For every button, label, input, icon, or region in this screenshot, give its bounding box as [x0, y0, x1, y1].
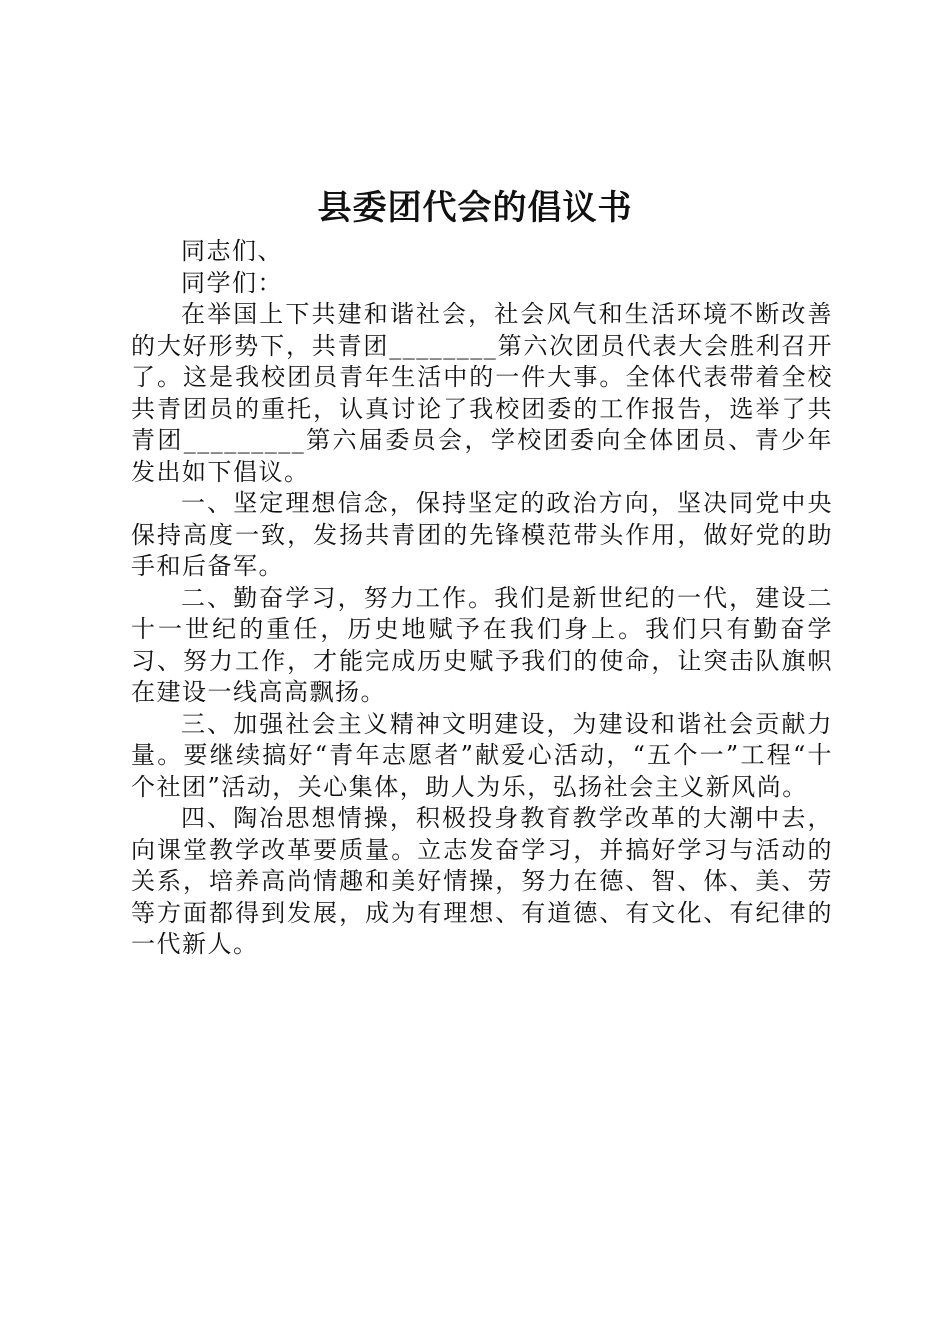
- salutation-students: 同学们：: [181, 268, 283, 297]
- paragraph-intro: 在举国上下共建和谐社会，社会风气和生活环境不断改善的大好形势下，共青团________第六次团员代表大会胜利召开了。这是我校团员青年生活中的一件大事。全体代表带着全校共青团员的重托，认真讨论了我校团委的工作报告，选举了共青团_________第六届委员会，学校团委向全体团员、青少年发出如下倡议。: [131, 300, 833, 486]
- paragraph-proposal-4: 四、陶冶思想情操，积极投身教育教学改革的大潮中去，向课堂教学改革要质量。立志发奋学习，并搞好学习与活动的关系，培养高尚情趣和美好情操，努力在德、智、体、美、劳等方面都得到发展，成为有理想、有道德、有文化、有纪律的一代新人。: [131, 804, 833, 958]
- paragraph-proposal-2: 二、勤奋学习，努力工作。我们是新世纪的一代，建设二十一世纪的重任，历史地赋予在我们身上。我们只有勤奋学习、努力工作，才能完成历史赋予我们的使命，让突击队旗帜在建设一线高高飘扬。: [131, 583, 833, 706]
- paragraph-proposal-3: 三、加强社会主义精神文明建设，为建设和谐社会贡献力量。要继续搞好“青年志愿者”献爱心活动，“五个一”工程“十个社团”活动，关心集体，助人为乐，弘扬社会主义新风尚。: [131, 709, 833, 801]
- salutation-comrades: 同志们、: [181, 237, 283, 265]
- paragraph-proposal-1: 一、坚定理想信念，保持坚定的政治方向，坚决同党中央保持高度一致，发扬共青团的先锋模范带头作用，做好党的助手和后备军。: [131, 489, 833, 580]
- document-title: 县委团代会的倡议书: [317, 188, 633, 228]
- document-body: [131, 236, 833, 961]
